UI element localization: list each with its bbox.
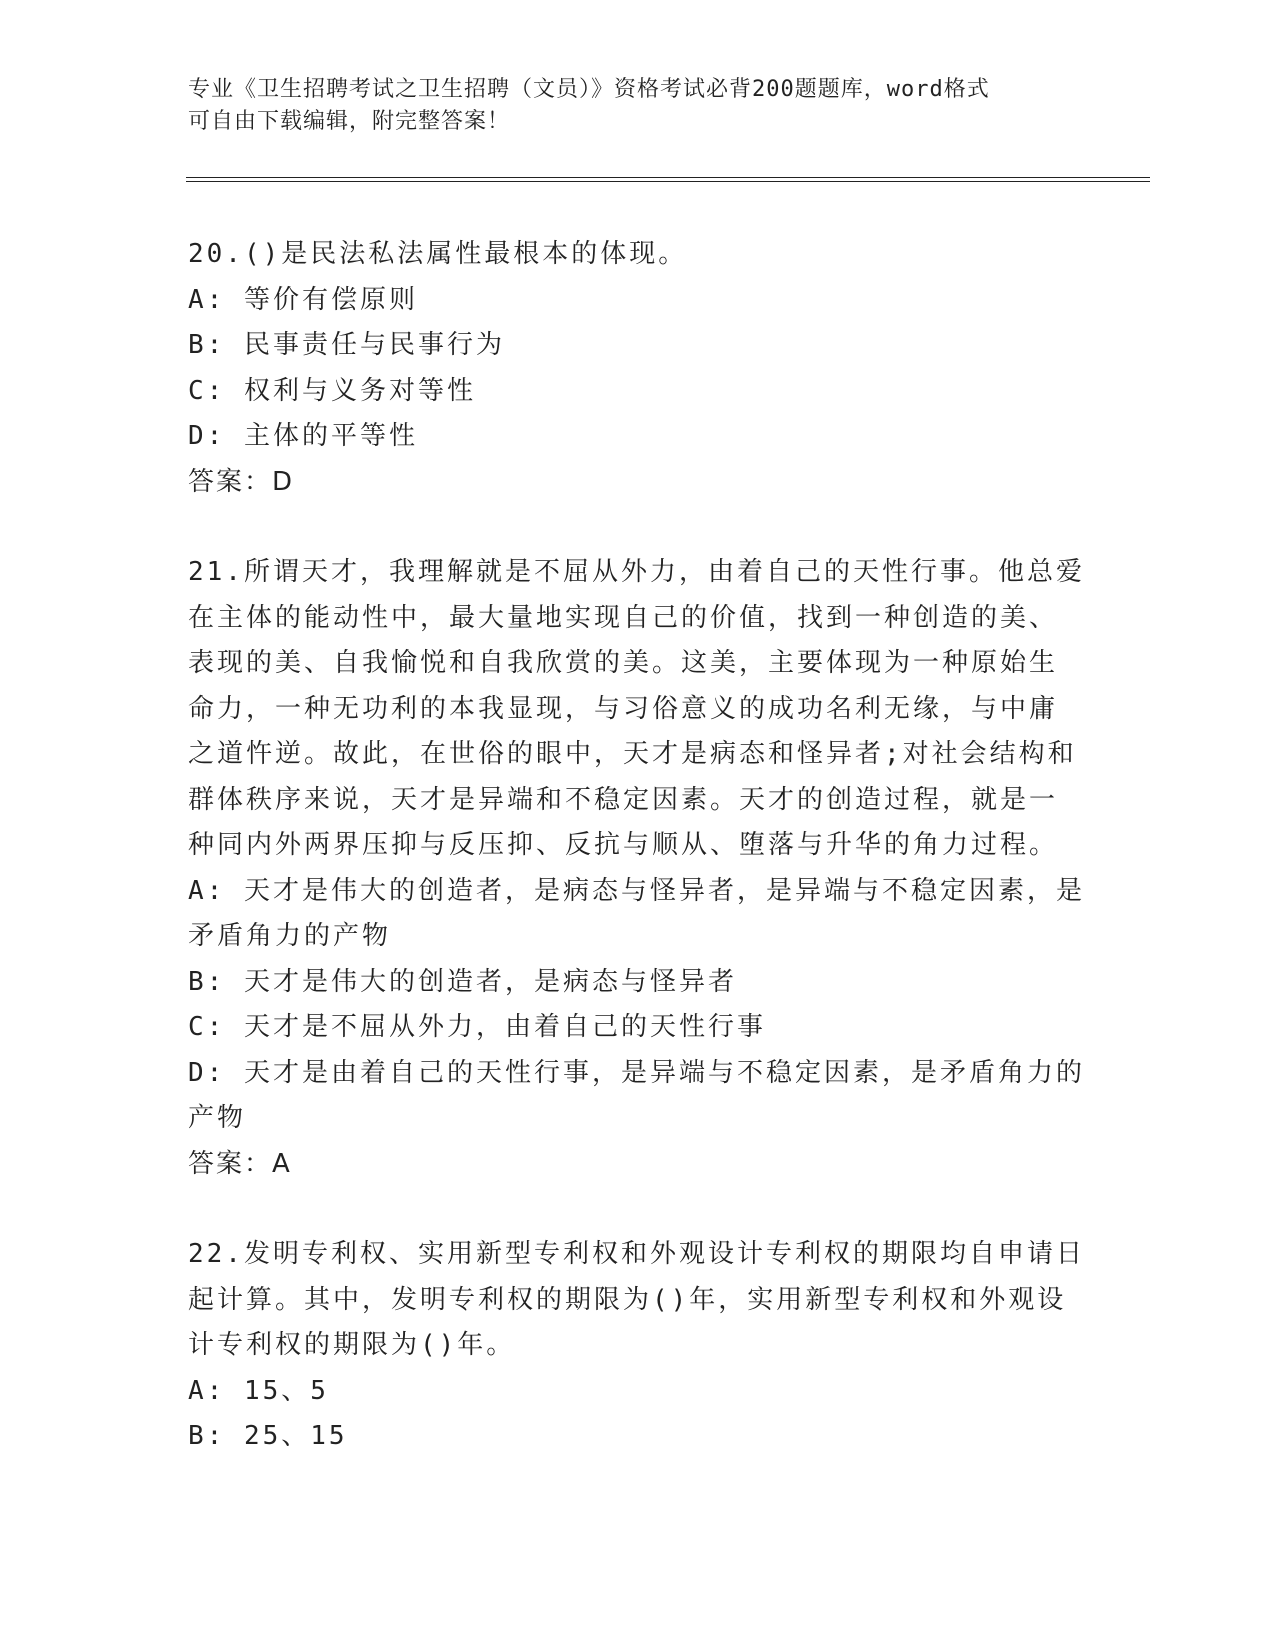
question-stem-continued: 命力，一种无功利的本我显现，与习俗意义的成功名利无缘，与中庸 [188,693,1059,724]
answer-option: C: 天才是不屈从外力，由着自己的天性行事 [188,1012,766,1042]
question-block [188,1232,1088,1460]
answer-option: A: 15、5 [188,1375,329,1406]
answer-option: D: 天才是由着自己的天性行事，是异端与不稳定因素，是矛盾角力的 [188,1057,1085,1088]
answer-option: B: 25、15 [188,1421,348,1451]
question-stem: 22.发明专利权、实用新型专利权和外观设计专利权的期限均自申请日 [188,1239,1085,1269]
header-line-1: 专业《卫生招聘考试之卫生招聘（文员）》资格考试必背200题题库，word格式 [188,77,990,102]
question-stem-continued: 计专利权的期限为()年。 [188,1330,516,1360]
answer-option: B: 民事责任与民事行为 [188,330,505,360]
question-block [188,550,1088,1187]
question-list [188,232,1088,1505]
answer-option: A: 天才是伟大的创造者，是病态与怪异者，是异端与不稳定因素，是 [188,875,1085,906]
question-stem-continued: 表现的美、自我愉悦和自我欣赏的美。这美，主要体现为一种原始生 [188,648,1059,678]
answer-option: B: 天才是伟大的创造者，是病态与怪异者 [188,966,737,997]
answer-option: C: 权利与义务对等性 [188,375,476,406]
header-line-2: 可自由下载编辑，附完整答案！ [188,109,511,134]
document-header [188,74,1068,138]
header-divider-bottom [186,181,1150,182]
answer-option: A: 等价有偿原则 [188,284,418,315]
question-stem-continued: 在主体的能动性中，最大量地实现自己的价值，找到一种创造的美、 [188,602,1059,633]
header-divider-top [186,177,1150,178]
question-stem: 20.()是民法私法属性最根本的体现。 [188,239,688,269]
answer-option: D: 主体的平等性 [188,421,418,451]
answer-key: 答案：D [188,466,295,497]
question-stem-continued: 起计算。其中，发明专利权的期限为()年，实用新型专利权和外观设 [188,1284,1067,1315]
answer-option-continued: 矛盾角力的产物 [188,921,392,951]
question-stem-continued: 群体秩序来说，天才是异端和不稳定因素。天才的创造过程，就是一 [188,784,1059,815]
question-block [188,232,1088,505]
question-stem-continued: 种同内外两界压抑与反压抑、反抗与顺从、堕落与升华的角力过程。 [188,830,1059,860]
answer-key: 答案：A [188,1148,292,1179]
question-stem-continued: 之道忤逆。故此，在世俗的眼中，天才是病态和怪异者;对社会结构和 [188,739,1077,769]
answer-option-continued: 产物 [188,1103,247,1133]
question-stem: 21.所谓天才，我理解就是不屈从外力，由着自己的天性行事。他总爱 [188,557,1085,587]
